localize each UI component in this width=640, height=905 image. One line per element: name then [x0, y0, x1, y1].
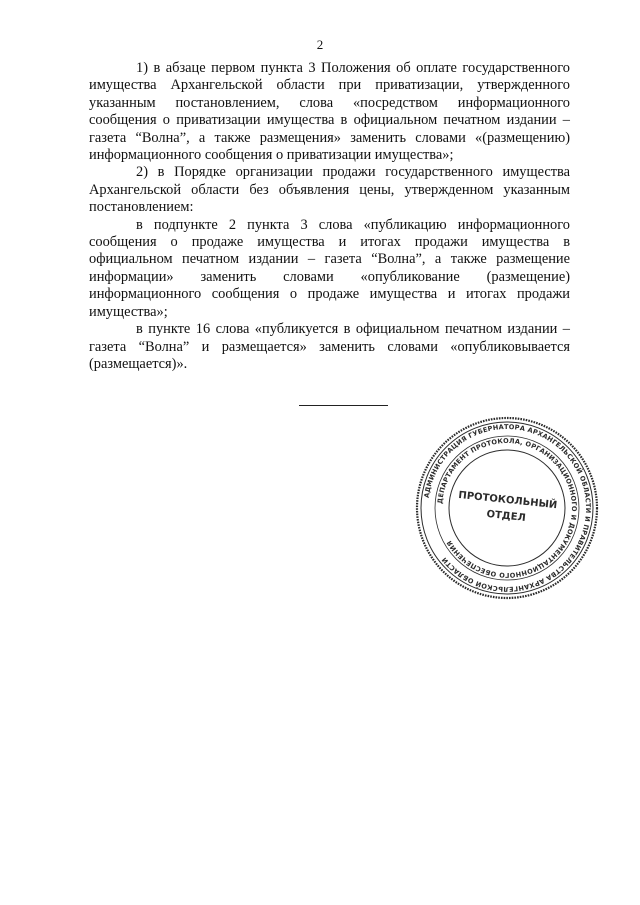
- page-number: 2: [316, 37, 324, 52]
- stamp-ring-3: [435, 436, 579, 580]
- stamp-center-line-2: ОТДЕЛ: [485, 508, 527, 524]
- stamp-center-line-1: ПРОТОКОЛЬНЫЙ: [457, 489, 558, 512]
- paragraph-4: в пункте 16 слова «публикуется в официальном печатном издании – газета “Волна” и размещается» заменить словами «опубликовывается (размещается)».: [89, 321, 570, 372]
- official-stamp: [414, 415, 600, 601]
- separator-line: [299, 405, 388, 406]
- document-body: [89, 60, 570, 373]
- stamp-outer-text: АДМИНИСТРАЦИЯ ГУБЕРНАТОРА АРХАНГЕЛЬСКОЙ ОБЛАСТИ И ПРАВИТЕЛЬСТВА АРХАНГЕЛЬСКОЙ ОБЛАСТИ: [422, 422, 593, 594]
- stamp-graphic: [414, 415, 600, 601]
- stamp-ring-2: [421, 422, 593, 594]
- paragraph-1: 1) в абзаце первом пункта 3 Положения об оплате государственного имущества Архангельской области при приватизации, утвержденного указанным постановлением, слова «посредством информационного сообщения о приватизации имущества в официальном печатном издании – газета “Волна”, а также размещения» заменить словами «(размещению) информационного сообщения о приватизации имущества»;: [89, 60, 570, 164]
- paragraph-2: 2) в Порядке организации продажи государственного имущества Архангельской области без объявления цены, утвержденном указанным постановлением:: [89, 164, 570, 216]
- stamp-outer-ring: [417, 418, 597, 598]
- paragraph-3: в подпункте 2 пункта 3 слова «публикацию информационного сообщения о продаже имущества и итогах продажи имущества в официальном печатном издании – газета “Волна”, а также размещение информации» заменить словами «опубликование (размещение) информационного сообщения о продаже имущества и итогах продажи имущества»;: [89, 216, 570, 320]
- stamp-inner-text: ДЕПАРТАМЕНТ ПРОТОКОЛА, ОРГАНИЗАЦИОННОГО И ДОКУМЕНТАЦИОННОГО ОБЕСПЕЧЕНИЯ: [436, 436, 579, 580]
